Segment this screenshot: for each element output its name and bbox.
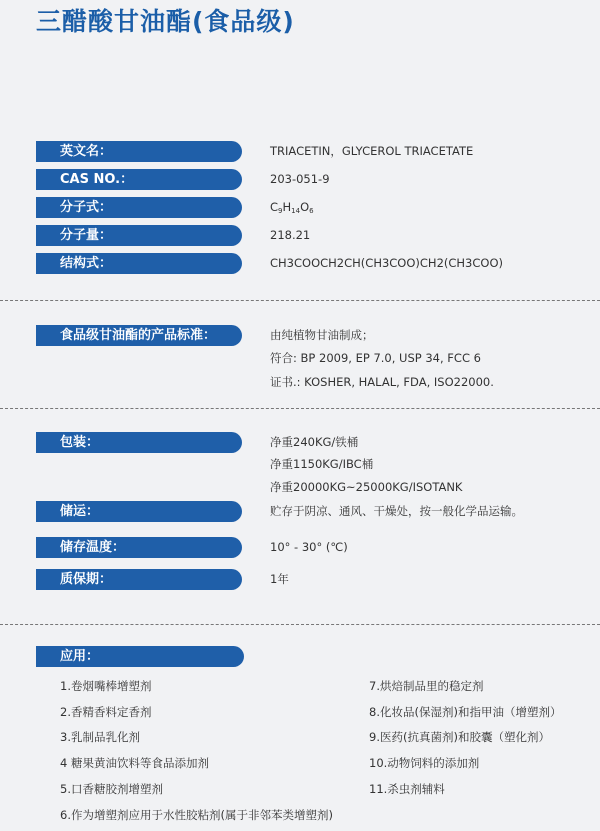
label-shelf-life: 质保期： bbox=[36, 569, 242, 590]
label-cas-no: CAS NO.： bbox=[36, 169, 242, 190]
label-molecular-formula: 分子式： bbox=[36, 197, 242, 218]
value-molecular-weight: 218.21 bbox=[270, 228, 311, 242]
application-item: 10.动物饲料的添加剂 bbox=[369, 756, 480, 770]
value-english-name: TRIACETIN，GLYCEROL TRIACETATE bbox=[270, 144, 474, 158]
standard-line: 由纯植物甘油制成； bbox=[270, 328, 374, 342]
application-item: 5.口香糖胶剂增塑剂 bbox=[60, 782, 163, 796]
value-storage-transport: 贮存于阴凉、通风、干燥处，按一般化学品运输。 bbox=[270, 504, 523, 518]
value-structural-formula: CH3COOCH2CH(CH3COO)CH2(CH3COO) bbox=[270, 256, 503, 270]
label-english-name: 英文名： bbox=[36, 141, 242, 162]
application-item: 6.作为增塑剂应用于水性胶粘剂(属于非邻苯类增塑剂) bbox=[60, 808, 333, 822]
label-packaging: 包装： bbox=[36, 432, 242, 453]
label-molecular-weight: 分子量： bbox=[36, 225, 242, 246]
label-product-standard: 食品级甘油酯的产品标准： bbox=[36, 325, 242, 346]
application-item: 7.烘焙制品里的稳定剂 bbox=[369, 679, 484, 693]
standard-line: 符合: BP 2009, EP 7.0, USP 34, FCC 6 bbox=[270, 351, 481, 365]
application-item: 1.卷烟嘴棒增塑剂 bbox=[60, 679, 152, 693]
value-cas-no: 203-051-9 bbox=[270, 172, 330, 186]
application-item: 4 糖果黄油饮料等食品添加剂 bbox=[60, 756, 209, 770]
divider bbox=[0, 408, 600, 409]
packaging-line: 净重20000KG~25000KG/ISOTANK bbox=[270, 480, 463, 494]
label-structural-formula: 结构式： bbox=[36, 253, 242, 274]
value-storage-temperature: 10° - 30° (℃) bbox=[270, 540, 348, 554]
label-storage-transport: 储运： bbox=[36, 501, 242, 522]
page-title: 三醋酸甘油酯(食品级) bbox=[36, 7, 295, 36]
packaging-line: 净重240KG/铁桶 bbox=[270, 435, 359, 449]
standard-line: 证书.: KOSHER, HALAL, FDA, ISO22000. bbox=[270, 375, 494, 389]
packaging-line: 净重1150KG/IBC桶 bbox=[270, 457, 374, 471]
value-shelf-life: 1年 bbox=[270, 572, 289, 586]
label-applications: 应用： bbox=[36, 646, 244, 667]
application-item: 8.化妆品(保湿剂)和指甲油（增塑剂） bbox=[369, 705, 562, 719]
application-item: 11.杀虫剂辅料 bbox=[369, 782, 445, 796]
application-item: 3.乳制品乳化剂 bbox=[60, 730, 140, 744]
value-molecular-formula: $C_9H_{14}O_6$ bbox=[270, 200, 314, 215]
divider bbox=[0, 624, 600, 625]
application-item: 2.香精香料定香剂 bbox=[60, 705, 152, 719]
label-storage-temperature: 储存温度： bbox=[36, 537, 242, 558]
divider bbox=[0, 300, 600, 301]
application-item: 9.医药(抗真菌剂)和胶囊（塑化剂） bbox=[369, 730, 550, 744]
